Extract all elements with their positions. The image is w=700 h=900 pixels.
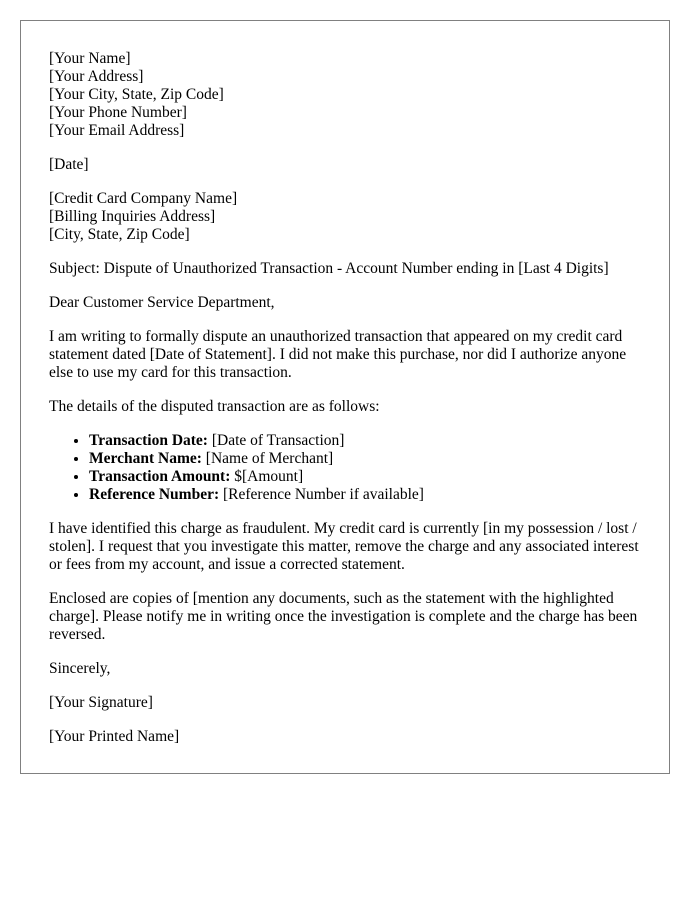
details-intro: The details of the disputed transaction are as follows: [49, 398, 380, 415]
enclosed-paragraph: Enclosed are copies of [mention any documents, such as the statement with the highlighted charge]. Please notify me in writing once the investigation is complete and the charge has been reversed. [49, 590, 638, 643]
detail-value: $[Amount] [230, 468, 304, 485]
sender-block [49, 50, 649, 140]
printed-name: [Your Printed Name] [49, 728, 180, 745]
sender-city-state-zip: [Your City, State, Zip Code] [49, 86, 224, 103]
detail-label: Transaction Date: [89, 432, 208, 449]
detail-label: Transaction Amount: [89, 468, 231, 485]
transaction-details-list [49, 432, 649, 504]
subject-line: Subject: Dispute of Unauthorized Transaction - Account Number ending in [Last 4 Digits] [49, 260, 609, 277]
closing: Sincerely, [49, 660, 111, 677]
sender-phone: [Your Phone Number] [49, 104, 187, 121]
sender-email: [Your Email Address] [49, 122, 185, 139]
detail-value: [Date of Transaction] [207, 432, 345, 449]
letter-date: [Date] [49, 156, 89, 173]
recipient-company: [Credit Card Company Name] [49, 190, 238, 207]
salutation: Dear Customer Service Department, [49, 294, 275, 311]
intro-paragraph: I am writing to formally dispute an unauthorized transaction that appeared on my credit card statement dated [Date of Statement]. I did not make this purchase, nor did I authorize anyone else to use my card for this transaction. [49, 328, 627, 381]
sender-address: [Your Address] [49, 68, 144, 85]
letter-page [20, 20, 670, 774]
recipient-city-state-zip: [City, State, Zip Code] [49, 226, 190, 243]
detail-value: [Name of Merchant] [201, 450, 334, 467]
detail-item [89, 468, 649, 486]
signature: [Your Signature] [49, 694, 153, 711]
recipient-address: [Billing Inquiries Address] [49, 208, 216, 225]
detail-item [89, 432, 649, 450]
sender-name: [Your Name] [49, 50, 131, 67]
detail-item [89, 486, 649, 504]
detail-item [89, 450, 649, 468]
detail-label: Merchant Name: [89, 450, 202, 467]
detail-label: Reference Number: [89, 486, 220, 503]
fraud-paragraph: I have identified this charge as fraudulent. My credit card is currently [in my possession / lost / stolen]. I request that you investigate this matter, remove the charge and any associated interest or fees from my account, and issue a corrected statement. [49, 520, 639, 573]
detail-value: [Reference Number if available] [219, 486, 424, 503]
recipient-block [49, 190, 649, 244]
